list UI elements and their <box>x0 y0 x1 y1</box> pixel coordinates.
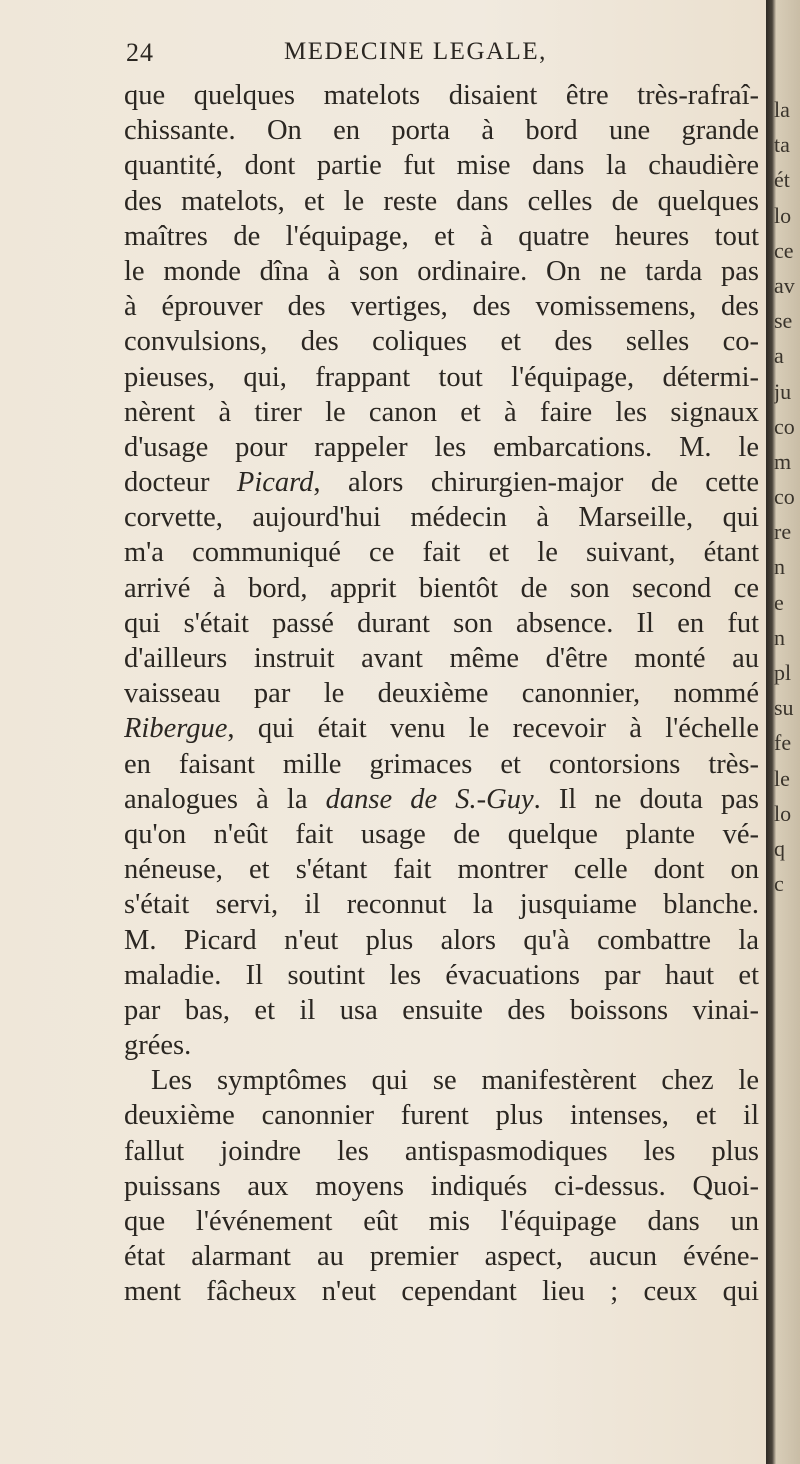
adjacent-fragment: av <box>774 272 795 298</box>
text-line: quantité, dont partie fut mise dans la chaudière <box>124 150 759 182</box>
adjacent-fragment: e <box>774 589 784 615</box>
adjacent-fragment: c <box>774 871 784 897</box>
text-line: que quelques matelots disaient être très-rafraî- <box>124 80 759 111</box>
text-line: maladie. Il soutint les évacuations par haut et <box>124 959 759 991</box>
italic-name: Picard <box>236 467 314 499</box>
text-line: vaisseau par le deuxième canonnier, nommé <box>124 678 759 710</box>
text-line: des matelots, et le reste dans celles de quelques <box>124 185 759 217</box>
text-line: en faisant mille grimaces et contorsions très- <box>124 748 759 780</box>
text-line: docteur Picard, alors chirurgien-major de cette <box>124 467 759 499</box>
text-line: arrivé à bord, apprit bientôt de son second ce <box>124 572 759 604</box>
text-line: M. Picard n'eut plus alors qu'à combattre la <box>124 924 759 956</box>
text-line: qui s'était passé durant son absence. Il en fut <box>124 607 759 639</box>
text-line: corvette, aujourd'hui médecin à Marseille, qui <box>124 502 759 534</box>
adjacent-fragment: la <box>774 97 790 122</box>
adjacent-fragment: ju <box>774 378 792 404</box>
text-line: grées. <box>124 1030 192 1062</box>
text-line: nèrent à tirer le canon et à faire les signaux <box>124 396 759 428</box>
text-line: m'a communiqué ce fait et le suivant, étant <box>124 537 759 569</box>
text-line: par bas, et il usa ensuite des boissons vinai- <box>124 994 759 1026</box>
adjacent-fragment: co <box>774 484 795 510</box>
adjacent-fragment: ét <box>774 167 790 193</box>
adjacent-fragment: m <box>774 448 792 474</box>
text-line: état alarmant au premier aspect, aucun événe- <box>124 1241 759 1273</box>
text-line: d'usage pour rappeler les embarcations. M. le <box>124 431 759 463</box>
text-line: à éprouver des vertiges, des vomissemens, des <box>124 291 759 323</box>
adjacent-fragment: se <box>774 308 793 334</box>
adjacent-fragment: q <box>774 835 785 861</box>
adjacent-fragment: le <box>774 765 790 791</box>
text-line: qu'on n'eût fait usage de quelque plante vé- <box>124 818 759 850</box>
running-head: MEDECINE LEGALE, <box>284 38 547 65</box>
adjacent-fragment: a <box>774 343 784 369</box>
adjacent-fragment: fe <box>774 730 792 756</box>
body-text <box>124 78 759 1310</box>
italic-term: danse de S.-Guy <box>325 783 534 815</box>
adjacent-fragment: pl <box>774 660 792 685</box>
adjacent-fragment: co <box>774 413 795 439</box>
adjacent-fragment: n <box>774 554 785 580</box>
adjacent-fragment: ce <box>774 237 794 263</box>
text-line: d'ailleurs instruit avant même d'être monté au <box>124 643 759 674</box>
adjacent-fragment: lo <box>774 800 792 826</box>
text-line: néneuse, et s'étant fait montrer celle dont on <box>124 854 759 886</box>
text-line: le monde dîna à son ordinaire. On ne tarda pas <box>124 255 759 287</box>
adjacent-fragment: n <box>774 624 785 650</box>
text-line: Ribergue, qui était venu le recevoir à l'échelle <box>124 713 759 745</box>
text-line: Les symptômes qui se manifestèrent chez le <box>151 1065 759 1097</box>
adjacent-fragment: re <box>774 519 792 545</box>
text-line: chissante. On en porta à bord une grande <box>124 115 759 147</box>
text-line: pieuses, qui, frappant tout l'équipage, détermi- <box>124 361 759 393</box>
adjacent-fragment: lo <box>774 202 792 228</box>
text-line: convulsions, des coliques et des selles co- <box>124 326 759 358</box>
adjacent-page-text <box>774 92 800 901</box>
text-line: puissans aux moyens indiqués ci-dessus. Quoi- <box>124 1170 759 1202</box>
text-line: fallut joindre les antispasmodiques les plus <box>124 1135 759 1167</box>
text-line: ment fâcheux n'eut cependant lieu ; ceux qui <box>124 1276 759 1308</box>
adjacent-fragment: su <box>774 695 794 721</box>
text-line: que l'événement eût mis l'équipage dans un <box>124 1206 759 1237</box>
text-line: deuxième canonnier furent plus intenses, et il <box>124 1100 759 1132</box>
page-number: 24 <box>126 38 154 67</box>
text-line: analogues à la danse de S.-Guy. Il ne douta pas <box>124 783 759 815</box>
adjacent-fragment: ta <box>774 132 790 158</box>
text-line: s'était servi, il reconnut la jusquiame blanche. <box>124 889 759 921</box>
page-header <box>126 38 776 74</box>
text-line: maîtres de l'équipage, et à quatre heures tout <box>124 220 759 252</box>
italic-name: Ribergue <box>124 713 228 745</box>
